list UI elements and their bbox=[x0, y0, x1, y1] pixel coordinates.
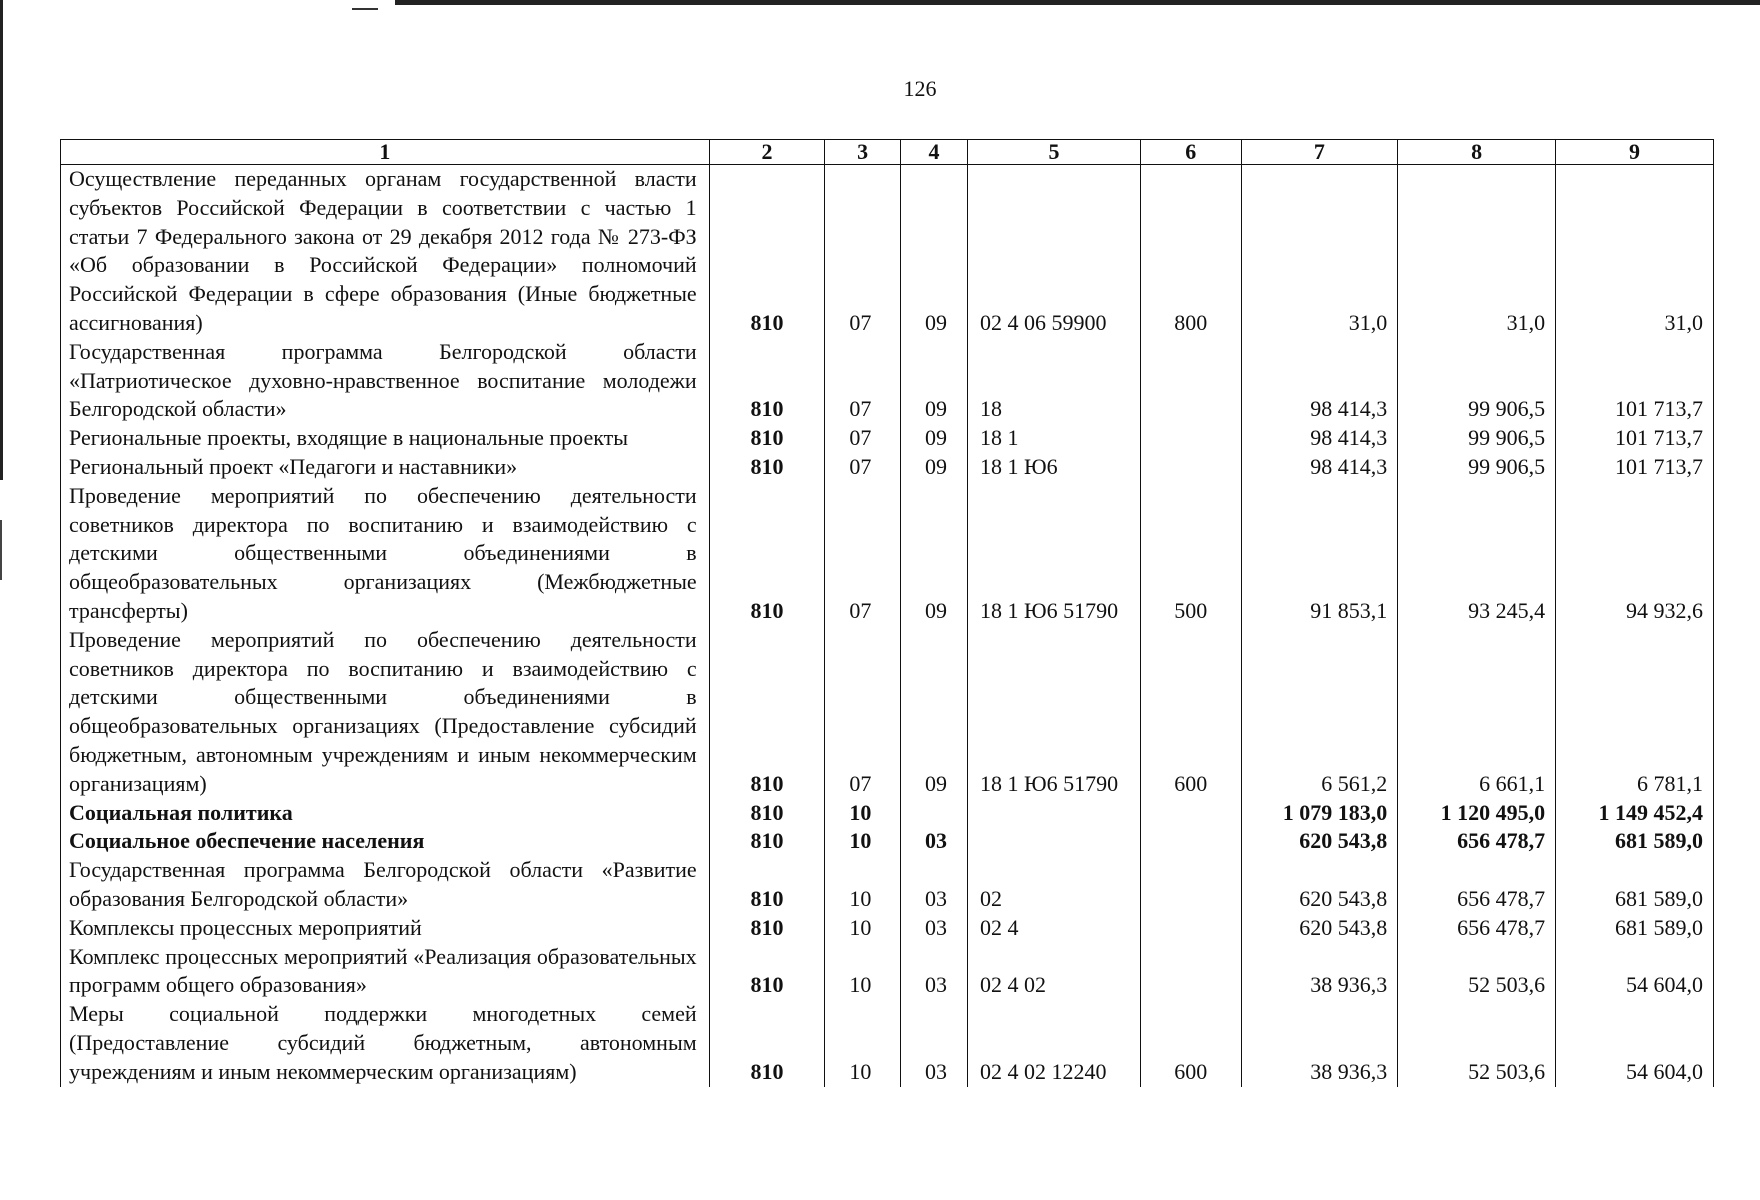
amount-year-1-cell: 98 414,3 bbox=[1241, 424, 1398, 453]
section-cell: 10 bbox=[825, 914, 901, 943]
table-row bbox=[61, 338, 1714, 424]
subsection-cell: 03 bbox=[901, 1000, 968, 1086]
table-row bbox=[61, 482, 1714, 626]
amount-year-1-cell: 91 853,1 bbox=[1241, 482, 1398, 626]
subsection-cell: 03 bbox=[901, 914, 968, 943]
amount-year-1-cell: 1 079 183,0 bbox=[1241, 799, 1398, 828]
admin-code-cell: 810 bbox=[709, 453, 825, 482]
table-row bbox=[61, 827, 1714, 856]
admin-code-cell: 810 bbox=[709, 338, 825, 424]
target-article-cell: 18 1 Ю6 51790 bbox=[968, 482, 1141, 626]
column-header-1: 1 bbox=[61, 140, 710, 165]
scan-artifact-top-rule bbox=[395, 0, 1760, 5]
amount-year-3-cell: 681 589,0 bbox=[1556, 827, 1714, 856]
amount-year-2-cell: 52 503,6 bbox=[1398, 943, 1556, 1001]
amount-year-3-cell: 94 932,6 bbox=[1556, 482, 1714, 626]
target-article-cell: 02 4 02 12240 bbox=[968, 1000, 1141, 1086]
admin-code-cell: 810 bbox=[709, 1000, 825, 1086]
table-header-row bbox=[61, 140, 1714, 165]
amount-year-2-cell: 6 661,1 bbox=[1398, 626, 1556, 799]
column-header-6: 6 bbox=[1140, 140, 1241, 165]
target-article-cell: 02 4 02 bbox=[968, 943, 1141, 1001]
expense-type-cell bbox=[1140, 799, 1241, 828]
amount-year-2-cell: 52 503,6 bbox=[1398, 1000, 1556, 1086]
amount-year-3-cell: 6 781,1 bbox=[1556, 626, 1714, 799]
amount-year-2-cell: 99 906,5 bbox=[1398, 424, 1556, 453]
row-name-cell: Государственная программа Белгородской области «Развитие образования Белгородской области» bbox=[61, 856, 710, 914]
subsection-cell: 09 bbox=[901, 424, 968, 453]
row-name-cell: Социальная политика bbox=[61, 799, 710, 828]
amount-year-3-cell: 1 149 452,4 bbox=[1556, 799, 1714, 828]
expense-type-cell bbox=[1140, 827, 1241, 856]
amount-year-2-cell: 99 906,5 bbox=[1398, 453, 1556, 482]
expense-type-cell bbox=[1140, 453, 1241, 482]
subsection-cell: 03 bbox=[901, 856, 968, 914]
section-cell: 07 bbox=[825, 165, 901, 338]
amount-year-1-cell: 38 936,3 bbox=[1241, 943, 1398, 1001]
row-name-cell: Социальное обеспечение населения bbox=[61, 827, 710, 856]
admin-code-cell: 810 bbox=[709, 856, 825, 914]
admin-code-cell: 810 bbox=[709, 799, 825, 828]
column-header-3: 3 bbox=[825, 140, 901, 165]
admin-code-cell: 810 bbox=[709, 827, 825, 856]
table-row bbox=[61, 626, 1714, 799]
amount-year-3-cell: 31,0 bbox=[1556, 165, 1714, 338]
section-cell: 07 bbox=[825, 453, 901, 482]
target-article-cell: 18 1 Ю6 51790 bbox=[968, 626, 1141, 799]
row-name-cell: Региональные проекты, входящие в национальные проекты bbox=[61, 424, 710, 453]
expense-type-cell bbox=[1140, 914, 1241, 943]
amount-year-3-cell: 54 604,0 bbox=[1556, 1000, 1714, 1086]
row-name-cell: Проведение мероприятий по обеспечению деятельности советников директора по воспитанию и взаимодействию с детскими общественными объединениями в общеобразовательных организациях (Межбюджетные трансферты) bbox=[61, 482, 710, 626]
section-cell: 10 bbox=[825, 943, 901, 1001]
amount-year-1-cell: 98 414,3 bbox=[1241, 453, 1398, 482]
page-number: 126 bbox=[903, 76, 937, 101]
expense-type-cell: 600 bbox=[1140, 1000, 1241, 1086]
admin-code-cell: 810 bbox=[709, 626, 825, 799]
amount-year-1-cell: 38 936,3 bbox=[1241, 1000, 1398, 1086]
amount-year-3-cell: 101 713,7 bbox=[1556, 338, 1714, 424]
table-row bbox=[61, 424, 1714, 453]
amount-year-2-cell: 93 245,4 bbox=[1398, 482, 1556, 626]
amount-year-3-cell: 681 589,0 bbox=[1556, 856, 1714, 914]
target-article-cell: 02 4 bbox=[968, 914, 1141, 943]
subsection-cell: 09 bbox=[901, 338, 968, 424]
expense-type-cell bbox=[1140, 856, 1241, 914]
column-header-5: 5 bbox=[968, 140, 1141, 165]
column-header-8: 8 bbox=[1398, 140, 1556, 165]
amount-year-1-cell: 620 543,8 bbox=[1241, 827, 1398, 856]
admin-code-cell: 810 bbox=[709, 424, 825, 453]
row-name-cell: Комплекс процессных мероприятий «Реализация образовательных программ общего образования» bbox=[61, 943, 710, 1001]
row-name-cell: Меры социальной поддержки многодетных семей (Предоставление субсидий бюджетным, автономным учреждениям и иным некоммерческим организациям) bbox=[61, 1000, 710, 1086]
table-row bbox=[61, 856, 1714, 914]
amount-year-1-cell: 6 561,2 bbox=[1241, 626, 1398, 799]
row-name-cell: Региональный проект «Педагоги и наставники» bbox=[61, 453, 710, 482]
expense-type-cell bbox=[1140, 424, 1241, 453]
admin-code-cell: 810 bbox=[709, 914, 825, 943]
scan-artifact-left-mark bbox=[0, 520, 2, 580]
amount-year-1-cell: 98 414,3 bbox=[1241, 338, 1398, 424]
amount-year-3-cell: 54 604,0 bbox=[1556, 943, 1714, 1001]
amount-year-3-cell: 681 589,0 bbox=[1556, 914, 1714, 943]
admin-code-cell: 810 bbox=[709, 165, 825, 338]
target-article-cell bbox=[968, 799, 1141, 828]
section-cell: 10 bbox=[825, 856, 901, 914]
table-row bbox=[61, 943, 1714, 1001]
budget-table bbox=[60, 139, 1714, 1087]
section-cell: 07 bbox=[825, 626, 901, 799]
amount-year-2-cell: 656 478,7 bbox=[1398, 856, 1556, 914]
expense-type-cell bbox=[1140, 943, 1241, 1001]
amount-year-3-cell: 101 713,7 bbox=[1556, 424, 1714, 453]
row-name-cell: Государственная программа Белгородской области «Патриотическое духовно-нравственное воспитание молодежи Белгородской области» bbox=[61, 338, 710, 424]
row-name-cell: Проведение мероприятий по обеспечению деятельности советников директора по воспитанию и взаимодействию с детскими общественными объединениями в общеобразовательных организациях (Предоставление субсидий бюджетным, автономным учреждениям и иным некоммерческим организациям) bbox=[61, 626, 710, 799]
table-row bbox=[61, 1000, 1714, 1086]
section-cell: 10 bbox=[825, 799, 901, 828]
amount-year-3-cell: 101 713,7 bbox=[1556, 453, 1714, 482]
scan-artifact-left-edge bbox=[0, 0, 3, 480]
table-row bbox=[61, 799, 1714, 828]
target-article-cell: 02 4 06 59900 bbox=[968, 165, 1141, 338]
target-article-cell bbox=[968, 827, 1141, 856]
subsection-cell bbox=[901, 799, 968, 828]
amount-year-1-cell: 31,0 bbox=[1241, 165, 1398, 338]
section-cell: 10 bbox=[825, 1000, 901, 1086]
admin-code-cell: 810 bbox=[709, 482, 825, 626]
column-header-4: 4 bbox=[901, 140, 968, 165]
section-cell: 07 bbox=[825, 482, 901, 626]
column-header-7: 7 bbox=[1241, 140, 1398, 165]
amount-year-2-cell: 1 120 495,0 bbox=[1398, 799, 1556, 828]
expense-type-cell: 600 bbox=[1140, 626, 1241, 799]
expense-type-cell bbox=[1140, 338, 1241, 424]
amount-year-2-cell: 656 478,7 bbox=[1398, 827, 1556, 856]
amount-year-2-cell: 656 478,7 bbox=[1398, 914, 1556, 943]
subsection-cell: 03 bbox=[901, 827, 968, 856]
table-body bbox=[61, 165, 1714, 1087]
expense-type-cell: 500 bbox=[1140, 482, 1241, 626]
scan-artifact-dash bbox=[352, 8, 378, 10]
subsection-cell: 03 bbox=[901, 943, 968, 1001]
target-article-cell: 02 bbox=[968, 856, 1141, 914]
amount-year-1-cell: 620 543,8 bbox=[1241, 856, 1398, 914]
amount-year-2-cell: 31,0 bbox=[1398, 165, 1556, 338]
row-name-cell: Осуществление переданных органам государственной власти субъектов Российской Федерации в соответствии с частью 1 статьи 7 Федерального закона от 29 декабря 2012 года № 273-ФЗ «Об образовании в Российской Федерации» полномочий Российской Федерации в сфере образования (Иные бюджетные ассигнования) bbox=[61, 165, 710, 338]
row-name-cell: Комплексы процессных мероприятий bbox=[61, 914, 710, 943]
table-row bbox=[61, 165, 1714, 338]
target-article-cell: 18 bbox=[968, 338, 1141, 424]
amount-year-1-cell: 620 543,8 bbox=[1241, 914, 1398, 943]
table-row bbox=[61, 453, 1714, 482]
admin-code-cell: 810 bbox=[709, 943, 825, 1001]
target-article-cell: 18 1 Ю6 bbox=[968, 453, 1141, 482]
section-cell: 07 bbox=[825, 338, 901, 424]
subsection-cell: 09 bbox=[901, 453, 968, 482]
column-header-2: 2 bbox=[709, 140, 825, 165]
section-cell: 10 bbox=[825, 827, 901, 856]
subsection-cell: 09 bbox=[901, 626, 968, 799]
target-article-cell: 18 1 bbox=[968, 424, 1141, 453]
section-cell: 07 bbox=[825, 424, 901, 453]
subsection-cell: 09 bbox=[901, 165, 968, 338]
column-header-9: 9 bbox=[1556, 140, 1714, 165]
expense-type-cell: 800 bbox=[1140, 165, 1241, 338]
amount-year-2-cell: 99 906,5 bbox=[1398, 338, 1556, 424]
table-row bbox=[61, 914, 1714, 943]
subsection-cell: 09 bbox=[901, 482, 968, 626]
